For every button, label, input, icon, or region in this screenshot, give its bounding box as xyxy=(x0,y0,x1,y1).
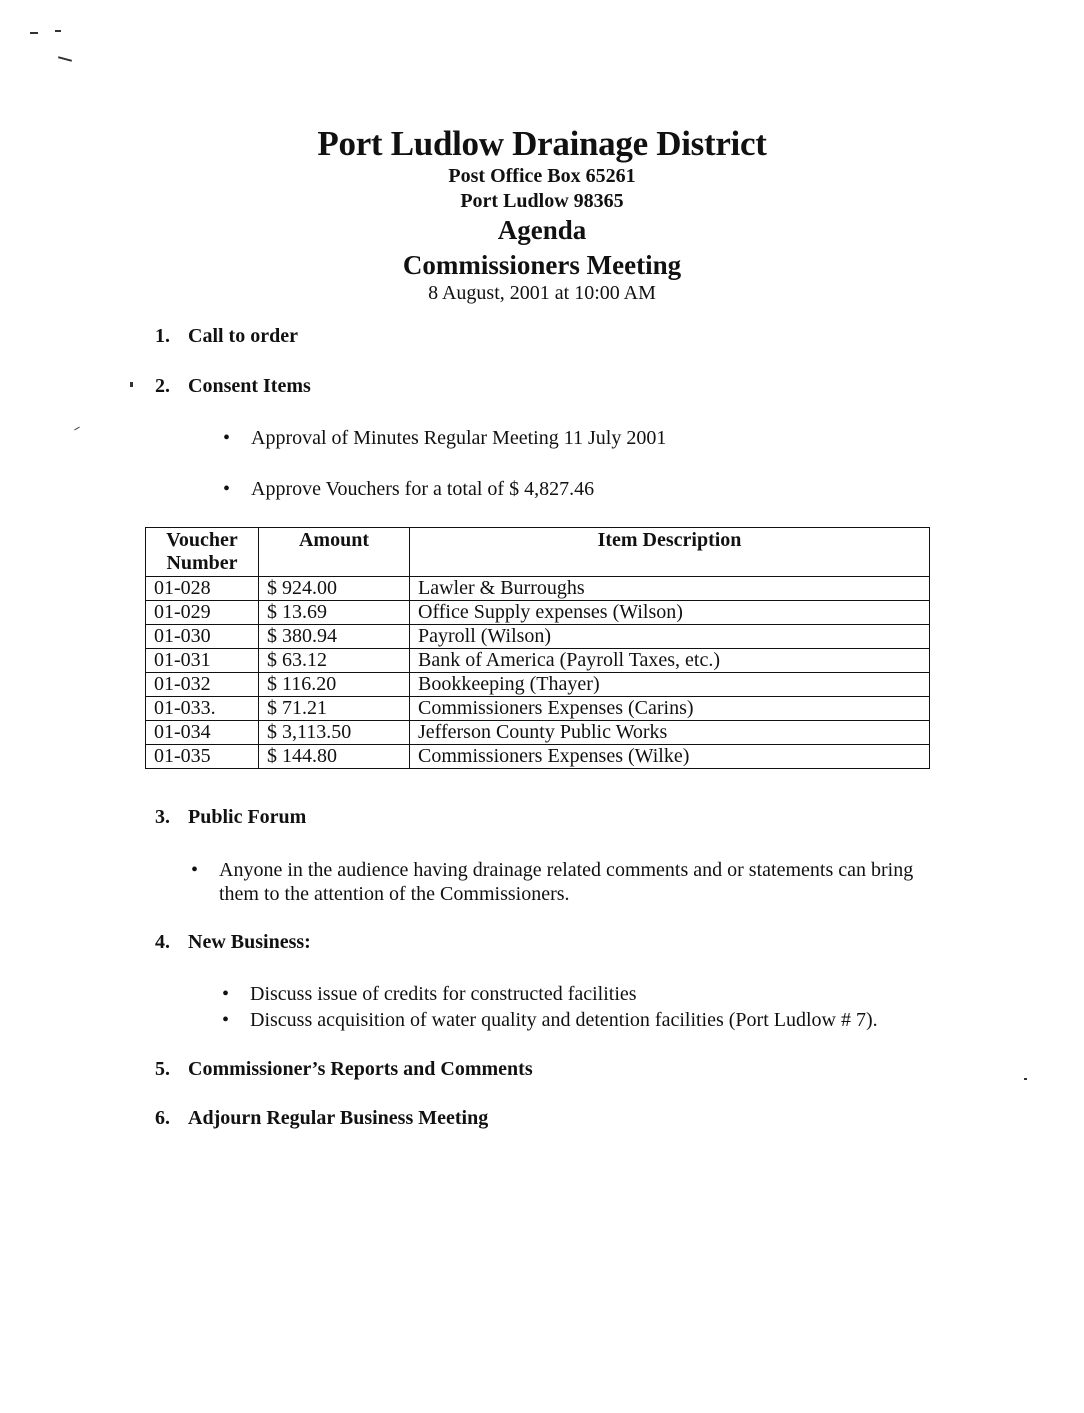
table-row xyxy=(146,697,930,721)
agenda-item-commissioner-reports xyxy=(155,1058,533,1081)
scan-artifact xyxy=(30,32,38,34)
voucher-number-cell: 01-031 xyxy=(146,649,259,673)
bullet-icon: • xyxy=(222,983,230,1005)
voucher-number-cell: 01-032 xyxy=(146,673,259,697)
bullet-icon: • xyxy=(191,859,199,881)
bullet-icon: • xyxy=(223,478,231,500)
agenda-item-title: Commissioner’s Reports and Comments xyxy=(188,1058,533,1080)
voucher-table-header-row xyxy=(146,528,930,577)
table-row xyxy=(146,745,930,769)
voucher-number-cell: 01-033. xyxy=(146,697,259,721)
meeting-name-heading: Commissioners Meeting xyxy=(402,250,682,280)
bullet-discuss-acquisition xyxy=(222,1009,878,1032)
address-line-2: Port Ludlow 98365 xyxy=(460,190,624,212)
amount-cell: $ 63.12 xyxy=(259,649,410,673)
voucher-table xyxy=(145,527,930,769)
bullet-text: Discuss acquisition of water quality and detention facilities (Port Ludlow # 7). xyxy=(250,1009,878,1031)
meeting-datetime: 8 August, 2001 at 10:00 AM xyxy=(428,282,656,304)
agenda-item-number: 4. xyxy=(155,931,170,953)
amount-cell: $ 71.21 xyxy=(259,697,410,721)
column-header-voucher-number: Voucher Number xyxy=(146,528,259,577)
description-cell: Office Supply expenses (Wilson) xyxy=(410,601,930,625)
description-cell: Lawler & Burroughs xyxy=(410,577,930,601)
scan-artifact xyxy=(130,382,133,387)
scan-artifact xyxy=(1024,1078,1027,1080)
description-cell: Commissioners Expenses (Wilke) xyxy=(410,745,930,769)
bullet-approve-vouchers xyxy=(223,478,595,501)
bullet-public-comments xyxy=(191,858,919,906)
amount-cell: $ 116.20 xyxy=(259,673,410,697)
bullet-icon: • xyxy=(222,1009,230,1031)
amount-cell: $ 3,113.50 xyxy=(259,721,410,745)
agenda-item-title: Consent Items xyxy=(188,375,311,397)
agenda-item-number: 2. xyxy=(155,375,170,397)
voucher-number-cell: 01-028 xyxy=(146,577,259,601)
bullet-icon: • xyxy=(223,427,231,449)
voucher-number-cell: 01-030 xyxy=(146,625,259,649)
table-row xyxy=(146,721,930,745)
voucher-number-cell: 01-029 xyxy=(146,601,259,625)
table-row xyxy=(146,625,930,649)
agenda-item-number: 1. xyxy=(155,325,170,347)
description-cell: Bookkeeping (Thayer) xyxy=(410,673,930,697)
agenda-item-number: 3. xyxy=(155,806,170,828)
agenda-item-title: New Business: xyxy=(188,931,311,953)
scan-artifact xyxy=(55,30,61,32)
bullet-text: Approve Vouchers for a total of $ 4,827.46 xyxy=(251,478,595,500)
bullet-text: Approval of Minutes Regular Meeting 11 July 2001 xyxy=(251,427,667,449)
bullet-text: Anyone in the audience having drainage related comments and or statements can bring them to the attention of the Commissioners. xyxy=(219,859,914,905)
agenda-item-new-business xyxy=(155,931,311,954)
amount-cell: $ 924.00 xyxy=(259,577,410,601)
description-cell: Jefferson County Public Works xyxy=(410,721,930,745)
agenda-item-adjourn xyxy=(155,1107,488,1130)
scan-artifact xyxy=(58,56,72,62)
bullet-approve-minutes xyxy=(223,427,667,450)
document-type-heading: Agenda xyxy=(497,215,587,245)
agenda-item-title: Adjourn Regular Business Meeting xyxy=(188,1107,489,1129)
voucher-number-cell: 01-035 xyxy=(146,745,259,769)
bullet-discuss-credits xyxy=(222,983,637,1006)
agenda-item-public-forum xyxy=(155,806,306,829)
column-header-item-description: Item Description xyxy=(410,528,930,577)
table-row xyxy=(146,577,930,601)
table-row xyxy=(146,601,930,625)
table-row xyxy=(146,673,930,697)
agenda-item-number: 6. xyxy=(155,1107,170,1129)
agenda-item-title: Call to order xyxy=(188,325,298,347)
amount-cell: $ 144.80 xyxy=(259,745,410,769)
bullet-text: Discuss issue of credits for constructed facilities xyxy=(250,983,637,1005)
address-line-1: Post Office Box 65261 xyxy=(448,165,636,187)
agenda-item-consent-items xyxy=(155,375,311,398)
amount-cell: $ 380.94 xyxy=(259,625,410,649)
organization-title: Port Ludlow Drainage District xyxy=(317,124,767,163)
description-cell: Bank of America (Payroll Taxes, etc.) xyxy=(410,649,930,673)
agenda-item-title: Public Forum xyxy=(188,806,307,828)
agenda-item-number: 5. xyxy=(155,1058,170,1080)
column-header-amount: Amount xyxy=(259,528,410,577)
description-cell: Payroll (Wilson) xyxy=(410,625,930,649)
description-cell: Commissioners Expenses (Carins) xyxy=(410,697,930,721)
voucher-number-cell: 01-034 xyxy=(146,721,259,745)
table-row xyxy=(146,649,930,673)
agenda-item-call-to-order xyxy=(155,325,298,348)
scan-artifact xyxy=(74,427,80,431)
amount-cell: $ 13.69 xyxy=(259,601,410,625)
